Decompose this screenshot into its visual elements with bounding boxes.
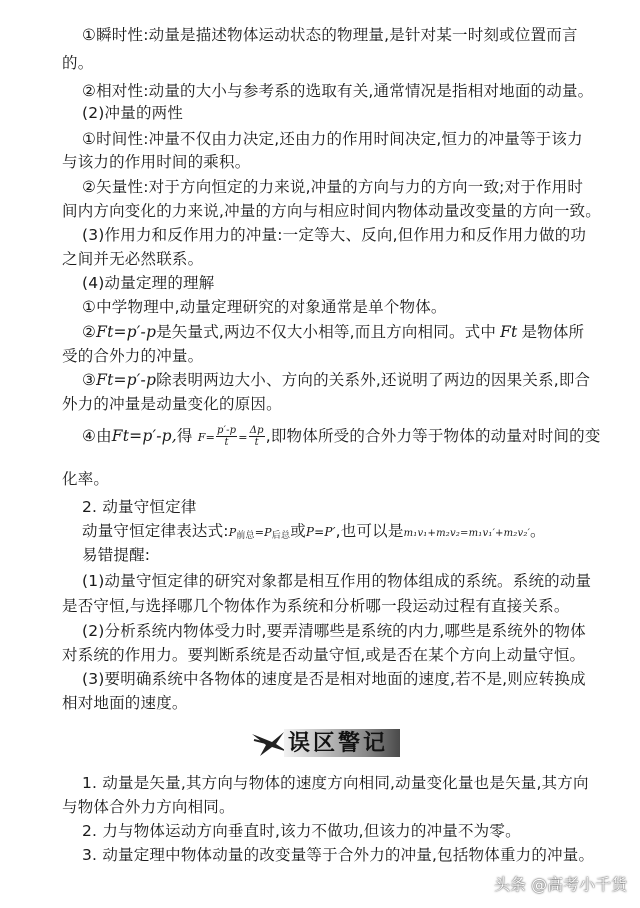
formula: P xyxy=(228,526,237,539)
text-line: (3)要明确系统中各物体的速度是否是相对地面的速度,若不是,则应转换成 xyxy=(82,670,586,688)
text-line: 相对地面的速度。 xyxy=(62,694,188,712)
text-line: (4)动量定理的理解 xyxy=(82,274,215,292)
text-span: ,也可以是 xyxy=(335,522,404,540)
text-line: 1. 动量是矢量,其方向与物体的速度方向相同,动量变化量也是矢量,其方向 xyxy=(82,774,589,792)
text-line: 受的合外力的冲量。 xyxy=(62,347,204,365)
text-line: (1)动量守恒定律的研究对象都是相互作用的物体组成的系统。系统的动量 xyxy=(82,572,592,590)
text-span: 或 xyxy=(290,522,306,540)
text-line: 间内方向变化的力来说,冲量的方向与相应时间内物体动量改变量的方向一致。 xyxy=(62,202,601,220)
text-line: 易错提醒: xyxy=(82,546,151,564)
text-span: 是矢量式,两边不仅大小相等,而且方向相同。式中 xyxy=(156,323,497,341)
text-line: 与该力的作用时间的乘积。 xyxy=(62,153,251,171)
text-span: 除表明两边大小、方向的关系外,还说明了两边的因果关系,即合 xyxy=(156,371,591,389)
text-line xyxy=(82,422,600,452)
text-line: 3. 动量定理中物体动量的改变量等于合外力的冲量,包括物体重力的冲量。 xyxy=(82,846,595,864)
text-line: ①中学物理中,动量定理研究的对象通常是单个物体。 xyxy=(82,298,447,316)
text-line: (2)冲量的两性 xyxy=(82,104,184,122)
text-line: 2. 动量守恒定律 xyxy=(82,498,197,516)
formula: F= xyxy=(197,431,215,444)
text-line: ②相对性:动量的大小与参考系的选取有关,通常情况是指相对地面的动量。 xyxy=(82,82,594,100)
section-banner xyxy=(250,726,400,760)
formula: Ft=p′-p xyxy=(96,323,157,341)
formula: =P xyxy=(254,526,272,539)
text-span: ③ xyxy=(82,371,97,389)
fraction: $\frac{p'-p}{t}$ xyxy=(217,425,237,448)
text-line xyxy=(82,520,600,547)
text-span: ④由 xyxy=(82,427,112,445)
formula: Ft=p′-p, xyxy=(111,427,177,445)
text-line: ②矢量性:对于方向恒定的力来说,冲量的方向与力的方向一致;对于作用时 xyxy=(82,178,584,196)
text-span: 动量守恒定律表达式: xyxy=(82,522,229,540)
subscript: 前总 xyxy=(236,531,255,541)
watermark: 头条 @高考小千货 xyxy=(494,875,628,894)
formula: P=P′ xyxy=(305,525,336,539)
formula: = xyxy=(238,431,248,444)
text-span: 是物体所 xyxy=(521,323,585,341)
fraction: $\frac{\Delta p}{t}$ xyxy=(249,425,264,448)
formula: Ft xyxy=(500,323,518,341)
text-line: 化率。 xyxy=(62,470,110,488)
text-line: 与物体合外力方向相同。 xyxy=(62,798,235,816)
text-span: ② xyxy=(82,323,97,341)
text-line: 2. 力与物体运动方向垂直时,该力不做功,但该力的冲量不为零。 xyxy=(82,822,521,840)
text-line: (2)分析系统内物体受力时,要弄清哪些是系统的内力,哪些是系统外的物体 xyxy=(82,622,586,640)
text-line: 是否守恒,与选择哪几个物体作为系统和分析哪一段运动过程有直接关系。 xyxy=(62,597,570,615)
text-span: 。 xyxy=(530,522,546,540)
subscript: 后总 xyxy=(271,531,291,541)
text-line: 的。 xyxy=(62,54,94,72)
text-line: 外力的冲量是动量变化的原因。 xyxy=(62,395,282,413)
text-line xyxy=(82,369,600,391)
text-line: (3)作用力和反作用力的冲量:一定等大、反向,但作用力和反作用力做的功 xyxy=(82,226,587,244)
banner-title: 误区警记 xyxy=(288,730,389,756)
formula: m₁v₁+m₂v₂=m₁v₁′+m₂v₂′ xyxy=(403,528,531,539)
text-line: ①时间性:冲量不仅由力决定,还由力的作用时间决定,恒力的冲量等于该力 xyxy=(82,130,583,148)
text-span: 得 xyxy=(176,427,193,445)
text-line xyxy=(82,321,600,343)
text-line: 对系统的作用力。要判断系统是否动量守恒,或是否在某个方向上动量守恒。 xyxy=(62,646,586,664)
text-span: ,即物体所受的合外力等于物体的动量对时间的变 xyxy=(265,427,601,445)
text-line: ①瞬时性:动量是描述物体运动状态的物理量,是针对某一时刻或位置而言 xyxy=(82,26,578,44)
text-line: 之间并无必然联系。 xyxy=(62,250,204,268)
formula: Ft=p′-p xyxy=(96,371,157,389)
